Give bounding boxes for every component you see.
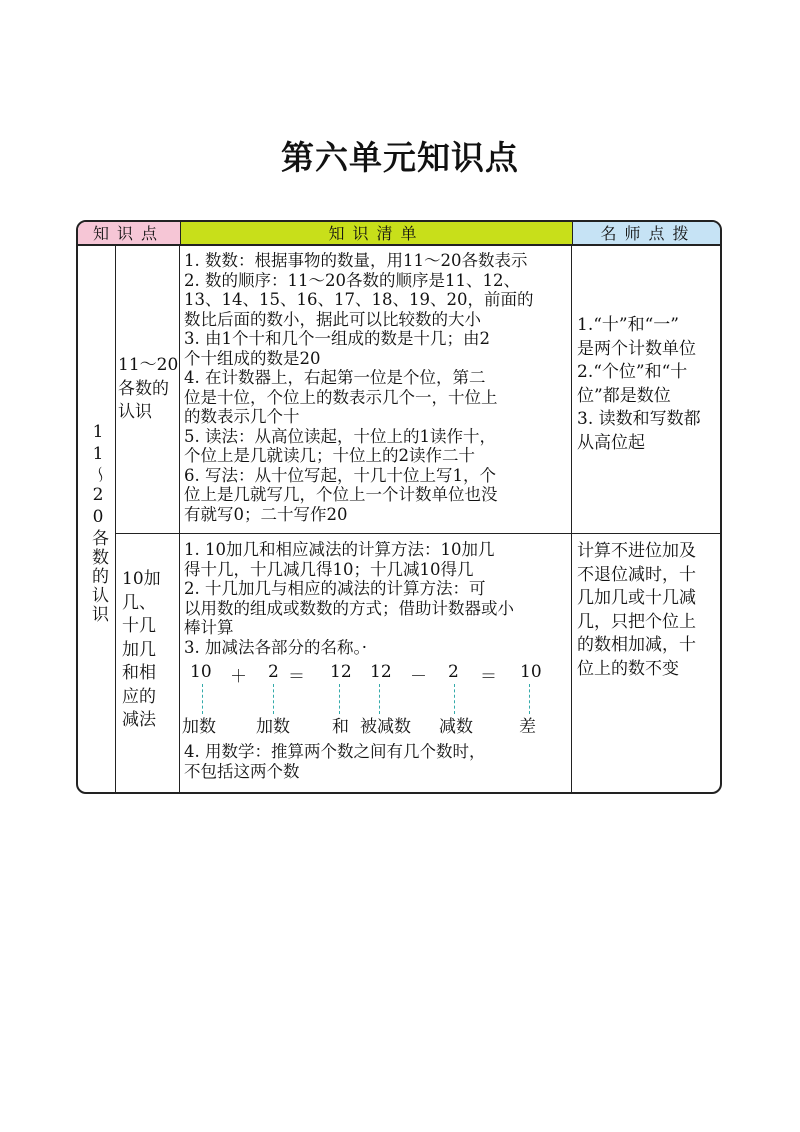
content-1: [184, 251, 533, 524]
dashed-connector: [454, 684, 455, 714]
subtopic-line: 10加: [122, 569, 161, 589]
equation-label: 差: [519, 717, 536, 737]
header-teacher-tips: 名师点拨: [572, 222, 722, 246]
divider: [179, 246, 180, 794]
content-line: 数比后面的数小，据此可以比较数的大小: [184, 309, 481, 329]
equation-term: 10: [190, 662, 212, 682]
equation-term: －: [410, 667, 427, 687]
content-line: 个十组成的数是20: [184, 348, 321, 368]
divider: [571, 246, 572, 794]
equation-label: 和: [332, 717, 349, 737]
content-line: 5. 读法：从高位读起，十位上的1读作十，: [184, 426, 496, 446]
content-line: 有就写0；二十写作20: [184, 504, 348, 524]
equation-label: 减数: [439, 717, 473, 737]
subtopic-2: [122, 568, 161, 733]
subtopic-line: 11～20: [118, 355, 179, 375]
content-line: 13、14、15、16、17、18、19、20，前面的: [184, 290, 534, 309]
equation-term: 2: [448, 662, 459, 682]
tip-line: 几加几或十几减: [577, 588, 696, 608]
content-line: 得十几，十几减几得10；十几减10得几: [184, 559, 474, 579]
subtopic-line: 认识: [118, 402, 152, 422]
content-line: 不包括这两个数: [184, 761, 300, 781]
topic-label: 11～20各数的认识: [88, 422, 108, 624]
subtopic-line: 减法: [122, 710, 156, 730]
row-divider: [115, 533, 722, 534]
header-knowledge-list: 知识清单: [180, 222, 572, 246]
header-knowledge-point: 知识点: [78, 222, 180, 246]
content-line: 2. 数的顺序：11～20各数的顺序是11、12、: [184, 270, 520, 290]
subtopic-line: 应的: [122, 686, 156, 707]
content-2: [184, 540, 514, 657]
tip-line: 位上的数不变: [577, 658, 679, 679]
subtopic-1: [118, 354, 178, 425]
subtopic-line: 加几: [122, 639, 156, 660]
subtopic-line: 十几: [122, 616, 156, 636]
tips-1: [577, 314, 701, 455]
dashed-connector: [379, 684, 380, 714]
content-line: 6. 写法：从十位写起，十几十位上写1，个: [184, 465, 496, 485]
content-line: 的数表示几个十: [184, 407, 300, 426]
tip-line: 3. 读数和写数都: [577, 409, 701, 429]
dashed-connector: [202, 684, 203, 714]
page-title: 第六单元知识点: [281, 138, 519, 177]
content-line: 位上是几就写几，个位上一个计数单位也没: [184, 485, 498, 504]
subtopic-line: 和相: [122, 663, 156, 683]
equation-term: ＋: [230, 667, 247, 687]
content-line: 1. 10加几和相应减法的计算方法：10加几: [184, 540, 495, 559]
tip-line: 1.“十”和“一”: [577, 315, 679, 335]
content-line: 棒计算: [184, 618, 234, 637]
content-line: 个位上是几就读几；十位上的2读作二十: [184, 446, 475, 465]
dashed-connector: [339, 684, 340, 714]
content-line: 2. 十几加几与相应的减法的计算方法：可: [184, 579, 486, 598]
subtopic-line: 各数的: [118, 378, 169, 399]
equation-label: 被减数: [360, 717, 411, 737]
content-line: 4. 用数学：推算两个数之间有几个数时，: [184, 742, 486, 761]
equation-term: 12: [370, 662, 392, 682]
tips-2: [577, 540, 696, 681]
equation-term: 12: [330, 662, 352, 682]
content-line: 3. 由1个十和几个一组成的数是十几；由2: [184, 329, 490, 348]
tip-line: 几，只把个位上: [577, 611, 696, 632]
tip-line: 的数相加减，十: [577, 635, 696, 655]
content-2-after: [184, 742, 486, 781]
equation-term: 10: [520, 662, 542, 682]
content-line: 以用数的组成或数数的方式；借助计数器或小: [184, 598, 514, 618]
tip-line: 位”都是数位: [577, 385, 671, 406]
tip-line: 是两个计数单位: [577, 338, 696, 359]
dashed-connector: [529, 684, 530, 714]
subtopic-line: 几、: [122, 592, 156, 613]
dashed-connector: [273, 684, 274, 714]
equation-term: ＝: [480, 667, 497, 687]
equation-label: 加数: [256, 717, 290, 737]
equation-label: 加数: [182, 717, 216, 737]
content-line: 1. 数数：根据事物的数量，用11～20各数表示: [184, 251, 528, 270]
content-line: 位是十位，个位上的数表示几个一，十位上: [184, 387, 498, 407]
knowledge-table: [76, 220, 722, 794]
content-line: 4. 在计数器上，右起第一位是个位，第二: [184, 368, 486, 387]
content-line: 3. 加减法各部分的名称。·: [184, 637, 367, 657]
tip-line: 2.“个位”和“十: [577, 362, 688, 382]
equation-term: ＝: [288, 667, 305, 687]
tip-line: 计算不进位加及: [577, 541, 696, 561]
divider: [115, 246, 116, 794]
equation-term: 2: [268, 662, 279, 682]
tip-line: 不退位减时，十: [577, 564, 696, 585]
tip-line: 从高位起: [577, 432, 645, 453]
